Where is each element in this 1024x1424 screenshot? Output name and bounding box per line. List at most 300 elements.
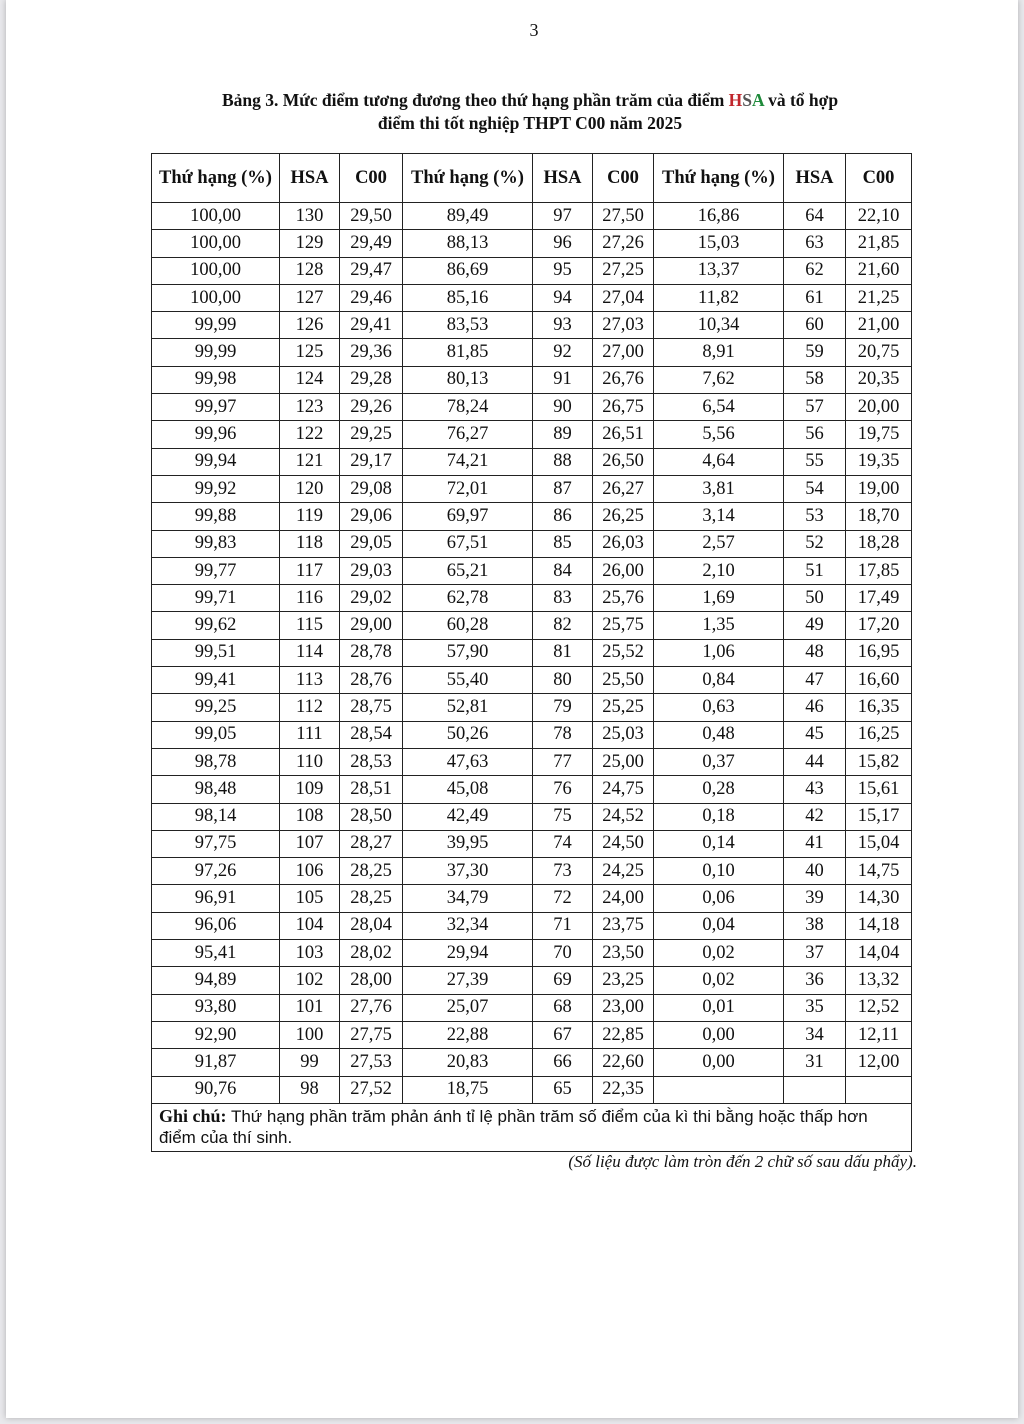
table-cell: 93,80 xyxy=(152,994,280,1021)
caption-line1-before: Bảng 3. Mức điểm tương đương theo thứ hạng phần trăm của điểm xyxy=(221,90,729,110)
table-cell: 65 xyxy=(533,1076,593,1103)
table-cell: 29,28 xyxy=(340,366,403,393)
table-cell: 99,77 xyxy=(152,557,280,584)
table-cell: 99 xyxy=(280,1049,340,1076)
table-cell: 45 xyxy=(784,721,846,748)
header-c00-3: C00 xyxy=(846,154,912,203)
table-cell: 25,75 xyxy=(593,612,654,639)
table-cell: 28,53 xyxy=(340,748,403,775)
header-percentile-1: Thứ hạng (%) xyxy=(152,154,280,203)
table-cell: 80,13 xyxy=(403,366,533,393)
table-cell: 72 xyxy=(533,885,593,912)
table-cell: 55,40 xyxy=(403,667,533,694)
table-cell: 17,20 xyxy=(846,612,912,639)
table-cell: 26,00 xyxy=(593,557,654,584)
table-cell: 18,75 xyxy=(403,1076,533,1103)
table-cell: 77 xyxy=(533,748,593,775)
table-row xyxy=(152,203,912,230)
table-cell: 26,76 xyxy=(593,366,654,393)
table-cell: 0,14 xyxy=(654,830,784,857)
table-cell: 63 xyxy=(784,230,846,257)
table-cell: 29,46 xyxy=(340,284,403,311)
table-cell: 51 xyxy=(784,557,846,584)
table-cell: 125 xyxy=(280,339,340,366)
table-cell: 28,75 xyxy=(340,694,403,721)
table-cell: 99,05 xyxy=(152,721,280,748)
table-cell: 107 xyxy=(280,830,340,857)
table-cell: 91,87 xyxy=(152,1049,280,1076)
table-cell: 15,17 xyxy=(846,803,912,830)
score-table xyxy=(151,153,912,1152)
table-cell: 22,88 xyxy=(403,1021,533,1048)
table-cell: 130 xyxy=(280,203,340,230)
table-cell: 99,41 xyxy=(152,667,280,694)
table-cell: 0,18 xyxy=(654,803,784,830)
table-cell: 20,75 xyxy=(846,339,912,366)
table-cell: 97 xyxy=(533,203,593,230)
table-row xyxy=(152,830,912,857)
table-cell: 24,75 xyxy=(593,776,654,803)
table-cell: 65,21 xyxy=(403,557,533,584)
table-cell: 99,83 xyxy=(152,530,280,557)
table-cell: 92,90 xyxy=(152,1021,280,1048)
table-row xyxy=(152,694,912,721)
table-cell: 26,03 xyxy=(593,530,654,557)
note-text: Thứ hạng phần trăm phản ánh tỉ lệ phần trăm số điểm của kì thi bằng hoặc thấp hơn điểm của thí sinh. xyxy=(159,1107,868,1148)
table-cell: 100,00 xyxy=(152,230,280,257)
table-cell: 102 xyxy=(280,967,340,994)
table-cell: 38 xyxy=(784,912,846,939)
table-cell: 29,47 xyxy=(340,257,403,284)
header-hsa-3: HSA xyxy=(784,154,846,203)
table-cell: 14,75 xyxy=(846,858,912,885)
table-cell: 0,63 xyxy=(654,694,784,721)
table-cell: 26,25 xyxy=(593,503,654,530)
table-cell: 25,52 xyxy=(593,639,654,666)
table-cell: 24,52 xyxy=(593,803,654,830)
table-cell: 127 xyxy=(280,284,340,311)
table-cell: 14,04 xyxy=(846,940,912,967)
table-row xyxy=(152,612,912,639)
table-cell: 13,32 xyxy=(846,967,912,994)
table-cell: 52,81 xyxy=(403,694,533,721)
table-row xyxy=(152,639,912,666)
table-cell: 0,02 xyxy=(654,967,784,994)
table-cell: 70 xyxy=(533,940,593,967)
table-cell: 78,24 xyxy=(403,394,533,421)
table-cell: 114 xyxy=(280,639,340,666)
table-cell: 0,02 xyxy=(654,940,784,967)
table-cell: 28,25 xyxy=(340,885,403,912)
table-cell: 28,27 xyxy=(340,830,403,857)
table-cell: 71 xyxy=(533,912,593,939)
table-cell: 29,50 xyxy=(340,203,403,230)
table-cell: 55 xyxy=(784,448,846,475)
table-cell: 104 xyxy=(280,912,340,939)
table-cell: 117 xyxy=(280,557,340,584)
table-cell: 24,25 xyxy=(593,858,654,885)
table-cell: 61 xyxy=(784,284,846,311)
table-cell: 88,13 xyxy=(403,230,533,257)
table-cell: 43 xyxy=(784,776,846,803)
table-cell: 27,39 xyxy=(403,967,533,994)
table-cell: 34 xyxy=(784,1021,846,1048)
table-cell: 12,11 xyxy=(846,1021,912,1048)
table-cell: 81,85 xyxy=(403,339,533,366)
table-cell: 99,96 xyxy=(152,421,280,448)
table-row xyxy=(152,803,912,830)
source-note: (Số liệu được làm tròn đến 2 chữ số sau dấu phẩy). xyxy=(568,1152,917,1171)
table-cell: 15,03 xyxy=(654,230,784,257)
table-cell: 2,57 xyxy=(654,530,784,557)
table-cell: 19,35 xyxy=(846,448,912,475)
table-cell: 0,37 xyxy=(654,748,784,775)
table-cell: 81 xyxy=(533,639,593,666)
table-cell: 49 xyxy=(784,612,846,639)
table-cell: 29,17 xyxy=(340,448,403,475)
table-cell: 1,69 xyxy=(654,585,784,612)
caption-hsa-a: A xyxy=(752,90,764,110)
table-cell: 10,34 xyxy=(654,312,784,339)
table-cell: 26,50 xyxy=(593,448,654,475)
table-cell: 19,75 xyxy=(846,421,912,448)
table-row xyxy=(152,230,912,257)
header-hsa-2: HSA xyxy=(533,154,593,203)
table-cell: 0,10 xyxy=(654,858,784,885)
header-percentile-2: Thứ hạng (%) xyxy=(403,154,533,203)
table-cell: 16,35 xyxy=(846,694,912,721)
table-header-row xyxy=(152,154,912,203)
table-cell: 26,75 xyxy=(593,394,654,421)
table-cell: 15,04 xyxy=(846,830,912,857)
table-cell: 129 xyxy=(280,230,340,257)
caption-line2: điểm thi tốt nghiệp THPT C00 năm 2025 xyxy=(377,113,683,133)
table-cell: 0,04 xyxy=(654,912,784,939)
table-cell: 29,02 xyxy=(340,585,403,612)
table-cell: 34,79 xyxy=(403,885,533,912)
table-cell: 84 xyxy=(533,557,593,584)
table-cell: 90 xyxy=(533,394,593,421)
table-cell: 32,34 xyxy=(403,912,533,939)
table-cell: 28,51 xyxy=(340,776,403,803)
table-row xyxy=(152,912,912,939)
table-cell: 98,48 xyxy=(152,776,280,803)
table-body xyxy=(152,203,912,1104)
table-cell: 11,82 xyxy=(654,284,784,311)
table-cell: 46 xyxy=(784,694,846,721)
table-cell: 12,00 xyxy=(846,1049,912,1076)
table-cell: 22,10 xyxy=(846,203,912,230)
table-cell xyxy=(846,1076,912,1103)
table-cell: 24,00 xyxy=(593,885,654,912)
table-cell: 57 xyxy=(784,394,846,421)
table-cell: 50 xyxy=(784,585,846,612)
table-cell: 20,83 xyxy=(403,1049,533,1076)
note-row xyxy=(152,1103,912,1151)
table-cell: 87 xyxy=(533,475,593,502)
table-cell: 99,62 xyxy=(152,612,280,639)
table-caption xyxy=(150,89,910,135)
table-cell: 85,16 xyxy=(403,284,533,311)
table-cell: 79 xyxy=(533,694,593,721)
table-cell: 69 xyxy=(533,967,593,994)
table-cell: 100 xyxy=(280,1021,340,1048)
table-cell: 1,35 xyxy=(654,612,784,639)
table-cell: 23,50 xyxy=(593,940,654,967)
table-cell: 119 xyxy=(280,503,340,530)
table-cell: 23,75 xyxy=(593,912,654,939)
table-row xyxy=(152,284,912,311)
table-cell: 39 xyxy=(784,885,846,912)
table-cell: 14,18 xyxy=(846,912,912,939)
caption-hsa-h: H xyxy=(728,90,743,110)
table-cell: 19,00 xyxy=(846,475,912,502)
table-cell: 17,85 xyxy=(846,557,912,584)
table-cell: 76,27 xyxy=(403,421,533,448)
table-cell: 1,06 xyxy=(654,639,784,666)
table-cell: 69,97 xyxy=(403,503,533,530)
table-row xyxy=(152,885,912,912)
table-cell: 0,28 xyxy=(654,776,784,803)
table-row xyxy=(152,503,912,530)
table-cell: 21,00 xyxy=(846,312,912,339)
table-cell: 99,25 xyxy=(152,694,280,721)
table-cell: 15,61 xyxy=(846,776,912,803)
note-label: Ghi chú: xyxy=(159,1106,227,1127)
table-cell: 16,86 xyxy=(654,203,784,230)
table-cell: 29,05 xyxy=(340,530,403,557)
table-cell: 8,91 xyxy=(654,339,784,366)
table-row xyxy=(152,339,912,366)
table-cell: 27,75 xyxy=(340,1021,403,1048)
table-cell: 83,53 xyxy=(403,312,533,339)
table-cell: 52 xyxy=(784,530,846,557)
table-cell: 111 xyxy=(280,721,340,748)
table-row xyxy=(152,257,912,284)
table-cell: 7,62 xyxy=(654,366,784,393)
table-row xyxy=(152,421,912,448)
table-cell: 31 xyxy=(784,1049,846,1076)
table-cell: 21,60 xyxy=(846,257,912,284)
table-cell: 21,25 xyxy=(846,284,912,311)
table-cell: 28,50 xyxy=(340,803,403,830)
table-cell: 74,21 xyxy=(403,448,533,475)
table-cell: 78 xyxy=(533,721,593,748)
table-cell: 25,07 xyxy=(403,994,533,1021)
table-cell: 53 xyxy=(784,503,846,530)
table-row xyxy=(152,530,912,557)
table-cell: 59 xyxy=(784,339,846,366)
table-cell: 24,50 xyxy=(593,830,654,857)
table-cell: 112 xyxy=(280,694,340,721)
table-cell: 0,00 xyxy=(654,1021,784,1048)
table-cell: 50,26 xyxy=(403,721,533,748)
table-cell: 42 xyxy=(784,803,846,830)
table-cell: 89,49 xyxy=(403,203,533,230)
table-cell: 101 xyxy=(280,994,340,1021)
table-cell: 64 xyxy=(784,203,846,230)
table-cell: 3,81 xyxy=(654,475,784,502)
table-cell: 28,25 xyxy=(340,858,403,885)
table-cell: 106 xyxy=(280,858,340,885)
caption-hsa-s: S xyxy=(742,90,753,110)
table-cell: 27,50 xyxy=(593,203,654,230)
table-cell: 23,00 xyxy=(593,994,654,1021)
table-cell: 105 xyxy=(280,885,340,912)
table-row xyxy=(152,1049,912,1076)
table-cell: 99,71 xyxy=(152,585,280,612)
table-cell: 115 xyxy=(280,612,340,639)
table-cell: 18,28 xyxy=(846,530,912,557)
header-hsa-1: HSA xyxy=(280,154,340,203)
table-cell: 56 xyxy=(784,421,846,448)
table-cell: 0,01 xyxy=(654,994,784,1021)
table-cell: 16,60 xyxy=(846,667,912,694)
table-cell: 88 xyxy=(533,448,593,475)
table-cell: 27,04 xyxy=(593,284,654,311)
table-cell: 28,04 xyxy=(340,912,403,939)
table-row xyxy=(152,1021,912,1048)
table-cell: 91 xyxy=(533,366,593,393)
table-cell: 58 xyxy=(784,366,846,393)
table-row xyxy=(152,394,912,421)
table-cell: 120 xyxy=(280,475,340,502)
table-row xyxy=(152,366,912,393)
table-cell: 110 xyxy=(280,748,340,775)
table-cell: 40 xyxy=(784,858,846,885)
table-cell: 96,91 xyxy=(152,885,280,912)
table-cell: 68 xyxy=(533,994,593,1021)
table-cell: 96 xyxy=(533,230,593,257)
table-cell: 21,85 xyxy=(846,230,912,257)
table-cell: 99,92 xyxy=(152,475,280,502)
table-cell: 25,76 xyxy=(593,585,654,612)
table-cell: 22,60 xyxy=(593,1049,654,1076)
table-cell: 62 xyxy=(784,257,846,284)
table-cell: 17,49 xyxy=(846,585,912,612)
header-percentile-3: Thứ hạng (%) xyxy=(654,154,784,203)
table-cell: 118 xyxy=(280,530,340,557)
table-cell: 80 xyxy=(533,667,593,694)
table-cell: 16,25 xyxy=(846,721,912,748)
table-cell xyxy=(784,1076,846,1103)
table-cell: 99,99 xyxy=(152,339,280,366)
table-cell: 86 xyxy=(533,503,593,530)
table-cell: 36 xyxy=(784,967,846,994)
caption-line1-after: và tổ hợp xyxy=(763,90,839,110)
table-cell: 60,28 xyxy=(403,612,533,639)
note-cell xyxy=(152,1103,912,1151)
table-cell: 29,26 xyxy=(340,394,403,421)
table-cell: 44 xyxy=(784,748,846,775)
table-row xyxy=(152,475,912,502)
table-cell: 37,30 xyxy=(403,858,533,885)
table-cell: 83 xyxy=(533,585,593,612)
table-row xyxy=(152,448,912,475)
table-cell: 27,76 xyxy=(340,994,403,1021)
table-row xyxy=(152,940,912,967)
table-cell: 99,51 xyxy=(152,639,280,666)
table-cell: 62,78 xyxy=(403,585,533,612)
table-cell: 109 xyxy=(280,776,340,803)
table-row xyxy=(152,776,912,803)
table-cell: 22,85 xyxy=(593,1021,654,1048)
table-cell: 29,06 xyxy=(340,503,403,530)
table-row xyxy=(152,667,912,694)
table-cell: 73 xyxy=(533,858,593,885)
table-cell: 97,26 xyxy=(152,858,280,885)
table-cell: 108 xyxy=(280,803,340,830)
table-cell: 98,14 xyxy=(152,803,280,830)
table-cell: 99,99 xyxy=(152,312,280,339)
table-row xyxy=(152,585,912,612)
table-cell: 29,25 xyxy=(340,421,403,448)
table-cell: 3,14 xyxy=(654,503,784,530)
table-cell: 66 xyxy=(533,1049,593,1076)
table-cell: 116 xyxy=(280,585,340,612)
table-cell: 28,54 xyxy=(340,721,403,748)
table-cell: 29,08 xyxy=(340,475,403,502)
table-cell: 35 xyxy=(784,994,846,1021)
table-row xyxy=(152,858,912,885)
table-cell: 13,37 xyxy=(654,257,784,284)
table-cell: 100,00 xyxy=(152,284,280,311)
table-cell: 98 xyxy=(280,1076,340,1103)
table-cell: 27,00 xyxy=(593,339,654,366)
table-cell: 27,03 xyxy=(593,312,654,339)
table-cell: 27,53 xyxy=(340,1049,403,1076)
table-cell: 42,49 xyxy=(403,803,533,830)
table-cell: 26,27 xyxy=(593,475,654,502)
table-cell: 60 xyxy=(784,312,846,339)
table-cell: 29,49 xyxy=(340,230,403,257)
table-cell: 25,50 xyxy=(593,667,654,694)
table-cell: 29,36 xyxy=(340,339,403,366)
table-cell: 26,51 xyxy=(593,421,654,448)
table-cell: 103 xyxy=(280,940,340,967)
table-cell: 54 xyxy=(784,475,846,502)
table-cell: 15,82 xyxy=(846,748,912,775)
table-cell: 29,03 xyxy=(340,557,403,584)
table-cell: 37 xyxy=(784,940,846,967)
table-cell: 74 xyxy=(533,830,593,857)
table-row xyxy=(152,721,912,748)
table-cell: 0,84 xyxy=(654,667,784,694)
table-cell: 123 xyxy=(280,394,340,421)
table-cell: 45,08 xyxy=(403,776,533,803)
table-cell: 12,52 xyxy=(846,994,912,1021)
table-cell: 27,25 xyxy=(593,257,654,284)
table-cell: 94,89 xyxy=(152,967,280,994)
table-cell: 98,78 xyxy=(152,748,280,775)
table-cell: 85 xyxy=(533,530,593,557)
table-cell: 121 xyxy=(280,448,340,475)
table-cell: 82 xyxy=(533,612,593,639)
table-cell: 90,76 xyxy=(152,1076,280,1103)
table-cell: 41 xyxy=(784,830,846,857)
table-cell: 29,94 xyxy=(403,940,533,967)
table-cell: 14,30 xyxy=(846,885,912,912)
table-cell: 99,94 xyxy=(152,448,280,475)
table-cell: 29,41 xyxy=(340,312,403,339)
table-cell: 95,41 xyxy=(152,940,280,967)
table-cell: 27,26 xyxy=(593,230,654,257)
table-cell: 128 xyxy=(280,257,340,284)
table-row xyxy=(152,967,912,994)
table-cell: 97,75 xyxy=(152,830,280,857)
table-cell: 94 xyxy=(533,284,593,311)
table-cell: 93 xyxy=(533,312,593,339)
